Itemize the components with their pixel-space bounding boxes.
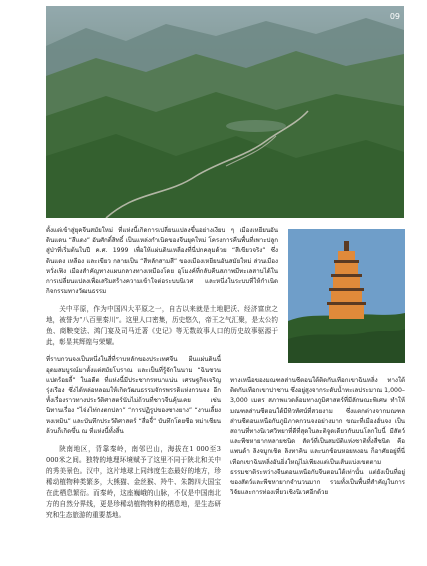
- thai-paragraph-1: ตั้งแต่เข้าสู่ยุคจีนสมัยใหม่ ที่แห่งนี้เกิดการเปลี่ยนแปลงขึ้นอย่างเงียบ ๆ เมืองเหยียนอัน ดินแดน “สีแดง” อันศักดิ์สิทธิ์ เป็นแหล่งกำเนิดของจีนยุคใหม่ โครงการคืนพื้นที่เพาะปลูกสู่ป่าที่เริ่มต้นในปี ค.ศ. 1999 เพื่อให้แผ่นดินเหลืองที่นี่ปกคลุมด้วย “สีเขียวจริง” ซึ่งดินแดง เหลือง และเขียว กลายเป็น “สีหลักสามสี” ของเมืองเหยียนอันสมัยใหม่ ส่วนเมืองหวั่งเฟิง เมืองสำคัญทางแผนกลางทางเหมืองโดย อุโมงค์ที่กลับคืนสภาพมีทะเลสาบได้ในการเปลี่ยนแปลงเพื่อเสริมสร้างความเข้าใจต่อระบบนิเวศ และหนึ่งในระบบที่ให้กำเนิดกิจกรรมทางวัฒนธรรม: [46, 227, 278, 296]
- thai-paragraph-2: ที่ราบกวนจงเป็นหนึ่งในสี่ที่ราบหลักของประเทศจีน ผืนแผ่นดินนี้อุดมสมบูรณ์มาตั้งแต่สมัยโบราณ และเป็นที่รู้จักในนาม “ฉินชวนแปดร้อยลี้” ในอดีต ที่แห่งนี้มีประชากรหนาแน่น เศรษฐกิจเจริญรุ่งเรือง ซึ่งได้หล่อหลอมให้เกิดวัฒนธรรมจักรพรรดิแห่งกวนจง อีกทั้งเรื่องราวทางประวัติศาสตร์นับไม่ถ้วนที่ชาวจีนคุ้นเคย เช่น นิทานเรื่อง “ไจ่งไท่กงตกปลา” “การปฏิรูปของซางยาง” “งานเลี้ยงหงเหมิน” และบันทึกประวัติศาสตร์ “สื่อจี้” บันทึกโดยซือ หม่าเชียน ล้วนก็เกิดขึ้น ณ ที่แห่งนี้ทั้งสิ้น: [46, 356, 221, 435]
- thai-paragraph-3: ทางเหนือของมณฑลส่านซีตอนใต้ติดกับเทือกเขาฉินหลิ่ง ทางใต้ติดกับเทือกเขาปาซาน ซึ่งอยู่สูงจากระดับน้ำทะเลประมาณ 1,000–3,000 เมตร สภาพแวดล้อมทางภูมิศาสตร์ที่มีลักษณะพิเศษ ทำให้มณฑลส่านซีตอนใต้มีทิวทัศน์ที่สวยงาม ซึ่งแตกต่างจากมณฑลส่านซีตอนเหนือกับภูมิภาคกวนจงอย่างมาก ขณะที่เมืองฮั่นจง เป็นสถานที่ทางนิเวศวิทยาที่ดีที่สุดในละติจูดเดียวกันบนโลกใบนี้ มีสัตว์และพืชหายากหลายชนิด สัตว์ที่เป็นสมบัติแห่งชาติทั้งสี่ชนิด คือ แพนด้า ลิงจมูกเชิด ลิงทาคิน และนกช้อนหอยหงอน ก็อาศัยอยู่ที่นี่ เทือกเขาฉินหลิ่งอันยิ่งใหญ่ไม่เพียงแต่เป็นเส้นแบ่งเขตตามธรรมชาติระหว่างจีนตอนเหนือกับจีนตอนใต้เท่านั้น แต่ยังเป็นที่อยู่ของสัตว์และพืชหายากจำนวนมาก รวมทั้งเป็นพื้นที่สำคัญในการวิจัยและการท่องเที่ยวเชิงนิเวศอีกด้วย: [230, 377, 405, 497]
- hero-mountain-photo: [46, 6, 404, 218]
- chinese-paragraph-2: 陕南地区，背靠秦岭，南邻巴山，海拔在1 000至3 000米之间。独特的地理环境赋予了这里不同于陕北和关中的秀美景色。汉中，这片地球上同纬度生态最好的地方，珍稀动植物种类繁多，大熊猫、金丝猴、羚牛、朱鹮四大国宝在此栖息繁衍。而秦岭，这座巍峨的山脉，不仅是中国南北方的自然分界线，更是珍稀动植物物种的栖息地，是生态研究和生态旅游的重要基地。: [46, 445, 221, 520]
- page-number: 09: [389, 12, 400, 21]
- pagoda-image: [288, 229, 405, 363]
- mountain-landscape-image: [46, 6, 404, 218]
- right-text-column: [230, 376, 405, 505]
- pagoda-photo: [288, 229, 405, 363]
- chinese-paragraph-1: 关中平原，作为中国四大平原之一，自古以来就是土地肥沃、经济富庶之地，被誉为“八百里秦川”。这里人口密集，历史悠久，帝王之气汇聚，是太公钓鱼、商鞅变法、鸿门宴及司马迁著《史记》等无数故事人口的历史故事驱源于此，彰显其辉煌与荣耀。: [46, 305, 278, 347]
